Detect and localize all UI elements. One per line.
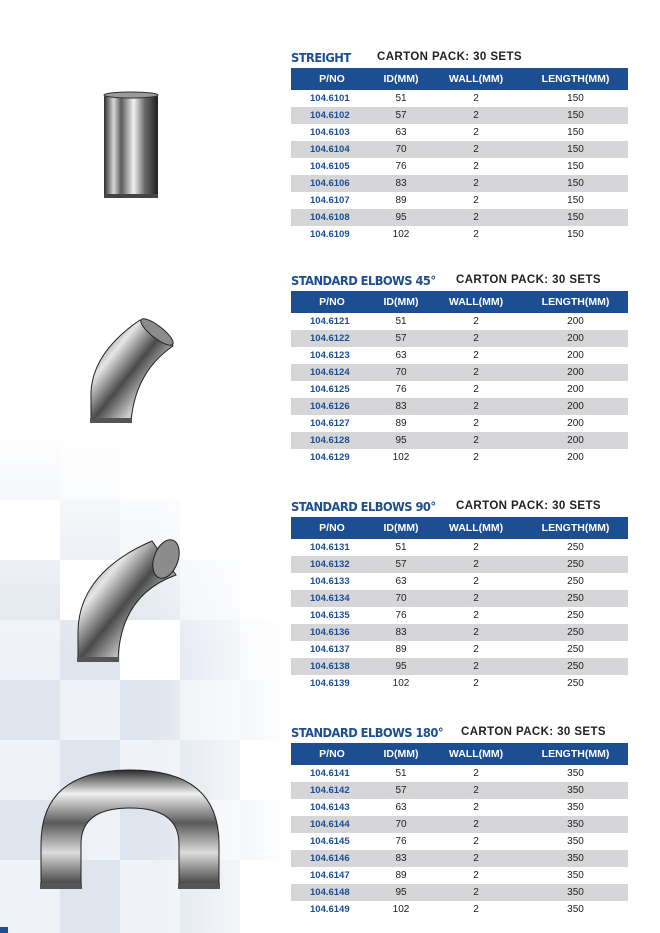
cell-id: 76 [373, 381, 429, 398]
cell-part-number: 104.6148 [291, 884, 373, 901]
cell-part-number: 104.6103 [291, 124, 373, 141]
cell-wall: 2 [429, 226, 523, 243]
column-header-wall: WALL(MM) [429, 743, 523, 765]
spec-table [291, 68, 628, 243]
table-row [291, 90, 628, 107]
cell-length: 150 [523, 209, 628, 226]
cell-wall: 2 [429, 641, 523, 658]
cell-id: 70 [373, 816, 429, 833]
cell-part-number: 104.6126 [291, 398, 373, 415]
carton-pack-label: CARTON PACK: 30 SETS [377, 51, 522, 63]
cell-length: 350 [523, 799, 628, 816]
cell-id: 89 [373, 192, 429, 209]
cell-id: 51 [373, 539, 429, 556]
cell-length: 200 [523, 364, 628, 381]
cell-id: 89 [373, 415, 429, 432]
cell-id: 102 [373, 675, 429, 692]
spec-table [291, 291, 628, 466]
table-row [291, 124, 628, 141]
cell-length: 150 [523, 141, 628, 158]
cell-wall: 2 [429, 124, 523, 141]
cell-id: 95 [373, 432, 429, 449]
cell-id: 95 [373, 658, 429, 675]
section-straight [291, 50, 628, 243]
cell-wall: 2 [429, 816, 523, 833]
cell-part-number: 104.6136 [291, 624, 373, 641]
cell-length: 200 [523, 313, 628, 330]
table-row [291, 141, 628, 158]
cell-length: 250 [523, 539, 628, 556]
cell-id: 57 [373, 330, 429, 347]
cell-part-number: 104.6104 [291, 141, 373, 158]
table-row [291, 432, 628, 449]
column-header-length: LENGTH(MM) [523, 291, 628, 313]
cell-wall: 2 [429, 590, 523, 607]
cell-length: 150 [523, 192, 628, 209]
cell-wall: 2 [429, 415, 523, 432]
cell-part-number: 104.6139 [291, 675, 373, 692]
cell-part-number: 104.6122 [291, 330, 373, 347]
cell-wall: 2 [429, 330, 523, 347]
cell-id: 57 [373, 782, 429, 799]
cell-id: 51 [373, 90, 429, 107]
cell-wall: 2 [429, 867, 523, 884]
cell-part-number: 104.6142 [291, 782, 373, 799]
cell-wall: 2 [429, 607, 523, 624]
column-header-id: ID(MM) [373, 743, 429, 765]
cell-id: 63 [373, 799, 429, 816]
section-elbow-180 [291, 725, 628, 918]
cell-part-number: 104.6131 [291, 539, 373, 556]
cell-wall: 2 [429, 624, 523, 641]
cell-id: 95 [373, 209, 429, 226]
column-header-length: LENGTH(MM) [523, 517, 628, 539]
column-header-pno: P/NO [291, 291, 373, 313]
cell-id: 76 [373, 607, 429, 624]
elbow-90-photo [72, 533, 190, 666]
cell-part-number: 104.6145 [291, 833, 373, 850]
cell-length: 250 [523, 590, 628, 607]
cell-part-number: 104.6124 [291, 364, 373, 381]
cell-part-number: 104.6127 [291, 415, 373, 432]
cell-length: 350 [523, 850, 628, 867]
cell-part-number: 104.6101 [291, 90, 373, 107]
cell-part-number: 104.6121 [291, 313, 373, 330]
cell-id: 102 [373, 449, 429, 466]
cell-length: 150 [523, 226, 628, 243]
cell-length: 250 [523, 573, 628, 590]
cell-length: 200 [523, 415, 628, 432]
column-header-id: ID(MM) [373, 68, 429, 90]
spec-table [291, 743, 628, 918]
cell-part-number: 104.6123 [291, 347, 373, 364]
table-row [291, 867, 628, 884]
cell-wall: 2 [429, 556, 523, 573]
table-row [291, 381, 628, 398]
column-header-length: LENGTH(MM) [523, 68, 628, 90]
column-header-pno: P/NO [291, 743, 373, 765]
table-row [291, 556, 628, 573]
section-title: STANDARD ELBOWS 180° [291, 725, 444, 740]
column-header-id: ID(MM) [373, 517, 429, 539]
table-row [291, 415, 628, 432]
cell-id: 70 [373, 364, 429, 381]
cell-id: 95 [373, 884, 429, 901]
cell-length: 200 [523, 449, 628, 466]
table-row [291, 364, 628, 381]
cell-id: 51 [373, 313, 429, 330]
cell-length: 250 [523, 607, 628, 624]
cell-id: 76 [373, 158, 429, 175]
cell-length: 350 [523, 901, 628, 918]
cell-length: 250 [523, 624, 628, 641]
cell-part-number: 104.6144 [291, 816, 373, 833]
cell-length: 350 [523, 782, 628, 799]
cell-part-number: 104.6138 [291, 658, 373, 675]
cell-part-number: 104.6125 [291, 381, 373, 398]
table-row [291, 175, 628, 192]
table-row [291, 573, 628, 590]
table-row [291, 398, 628, 415]
cell-part-number: 104.6137 [291, 641, 373, 658]
cell-length: 150 [523, 90, 628, 107]
cell-length: 250 [523, 675, 628, 692]
cell-length: 200 [523, 398, 628, 415]
section-elbow-90 [291, 499, 628, 692]
cell-id: 83 [373, 175, 429, 192]
cell-part-number: 104.6106 [291, 175, 373, 192]
table-row [291, 675, 628, 692]
table-row [291, 607, 628, 624]
cell-part-number: 104.6143 [291, 799, 373, 816]
cell-wall: 2 [429, 799, 523, 816]
cell-wall: 2 [429, 364, 523, 381]
column-header-wall: WALL(MM) [429, 291, 523, 313]
cell-length: 350 [523, 884, 628, 901]
cell-wall: 2 [429, 573, 523, 590]
cell-wall: 2 [429, 175, 523, 192]
table-row [291, 901, 628, 918]
cell-wall: 2 [429, 209, 523, 226]
cell-id: 57 [373, 556, 429, 573]
table-row [291, 799, 628, 816]
cell-length: 150 [523, 124, 628, 141]
cell-wall: 2 [429, 141, 523, 158]
table-row [291, 226, 628, 243]
carton-pack-label: CARTON PACK: 30 SETS [456, 274, 601, 286]
cell-wall: 2 [429, 192, 523, 209]
cell-part-number: 104.6141 [291, 765, 373, 782]
table-row [291, 884, 628, 901]
cell-wall: 2 [429, 449, 523, 466]
table-row [291, 833, 628, 850]
elbow-180-photo [35, 764, 225, 894]
carton-pack-label: CARTON PACK: 30 SETS [461, 726, 606, 738]
cell-length: 200 [523, 432, 628, 449]
cell-wall: 2 [429, 432, 523, 449]
cell-id: 89 [373, 867, 429, 884]
cell-wall: 2 [429, 313, 523, 330]
cell-length: 250 [523, 556, 628, 573]
cell-wall: 2 [429, 90, 523, 107]
cell-part-number: 104.6149 [291, 901, 373, 918]
table-row [291, 313, 628, 330]
cell-id: 83 [373, 624, 429, 641]
cell-wall: 2 [429, 833, 523, 850]
cell-wall: 2 [429, 381, 523, 398]
table-row [291, 330, 628, 347]
cell-part-number: 104.6128 [291, 432, 373, 449]
column-header-id: ID(MM) [373, 291, 429, 313]
section-title: STANDARD ELBOWS 90° [291, 499, 436, 514]
table-row [291, 816, 628, 833]
cell-id: 76 [373, 833, 429, 850]
table-row [291, 624, 628, 641]
cell-length: 200 [523, 330, 628, 347]
cell-wall: 2 [429, 675, 523, 692]
table-row [291, 107, 628, 124]
cell-part-number: 104.6109 [291, 226, 373, 243]
cell-wall: 2 [429, 901, 523, 918]
cell-length: 150 [523, 158, 628, 175]
cell-length: 350 [523, 816, 628, 833]
column-header-pno: P/NO [291, 68, 373, 90]
straight-pipe-photo [100, 90, 162, 202]
section-title: STREIGHT [291, 50, 351, 65]
cell-wall: 2 [429, 398, 523, 415]
cell-id: 63 [373, 573, 429, 590]
cell-wall: 2 [429, 539, 523, 556]
table-row [291, 850, 628, 867]
cell-id: 57 [373, 107, 429, 124]
cell-part-number: 104.6147 [291, 867, 373, 884]
cell-id: 63 [373, 124, 429, 141]
cell-id: 70 [373, 590, 429, 607]
cell-id: 83 [373, 850, 429, 867]
table-row [291, 192, 628, 209]
cell-wall: 2 [429, 884, 523, 901]
cell-length: 250 [523, 658, 628, 675]
table-row [291, 765, 628, 782]
section-elbow-45 [291, 273, 628, 466]
section-title: STANDARD ELBOWS 45° [291, 273, 436, 288]
cell-length: 350 [523, 833, 628, 850]
elbow-45-photo [85, 312, 180, 427]
cell-wall: 2 [429, 765, 523, 782]
cell-id: 63 [373, 347, 429, 364]
cell-length: 150 [523, 107, 628, 124]
cell-id: 102 [373, 226, 429, 243]
cell-length: 350 [523, 765, 628, 782]
table-row [291, 590, 628, 607]
cell-part-number: 104.6105 [291, 158, 373, 175]
cell-id: 83 [373, 398, 429, 415]
cell-part-number: 104.6107 [291, 192, 373, 209]
column-header-wall: WALL(MM) [429, 517, 523, 539]
spec-table [291, 517, 628, 692]
table-row [291, 158, 628, 175]
cell-wall: 2 [429, 850, 523, 867]
cell-wall: 2 [429, 107, 523, 124]
table-row [291, 641, 628, 658]
cell-wall: 2 [429, 158, 523, 175]
cell-part-number: 104.6129 [291, 449, 373, 466]
cell-length: 150 [523, 175, 628, 192]
table-row [291, 658, 628, 675]
cell-length: 350 [523, 867, 628, 884]
cell-part-number: 104.6134 [291, 590, 373, 607]
cell-length: 200 [523, 347, 628, 364]
cell-id: 70 [373, 141, 429, 158]
cell-part-number: 104.6102 [291, 107, 373, 124]
cell-wall: 2 [429, 782, 523, 799]
cell-part-number: 104.6146 [291, 850, 373, 867]
carton-pack-label: CARTON PACK: 30 SETS [456, 500, 601, 512]
table-row [291, 782, 628, 799]
cell-part-number: 104.6135 [291, 607, 373, 624]
table-row [291, 209, 628, 226]
cell-id: 89 [373, 641, 429, 658]
cell-wall: 2 [429, 347, 523, 364]
cell-id: 51 [373, 765, 429, 782]
cell-part-number: 104.6132 [291, 556, 373, 573]
table-row [291, 347, 628, 364]
cell-length: 200 [523, 381, 628, 398]
table-row [291, 539, 628, 556]
table-row [291, 449, 628, 466]
column-header-length: LENGTH(MM) [523, 743, 628, 765]
column-header-pno: P/NO [291, 517, 373, 539]
cell-part-number: 104.6133 [291, 573, 373, 590]
cell-length: 250 [523, 641, 628, 658]
cell-part-number: 104.6108 [291, 209, 373, 226]
cell-wall: 2 [429, 658, 523, 675]
cell-id: 102 [373, 901, 429, 918]
column-header-wall: WALL(MM) [429, 68, 523, 90]
